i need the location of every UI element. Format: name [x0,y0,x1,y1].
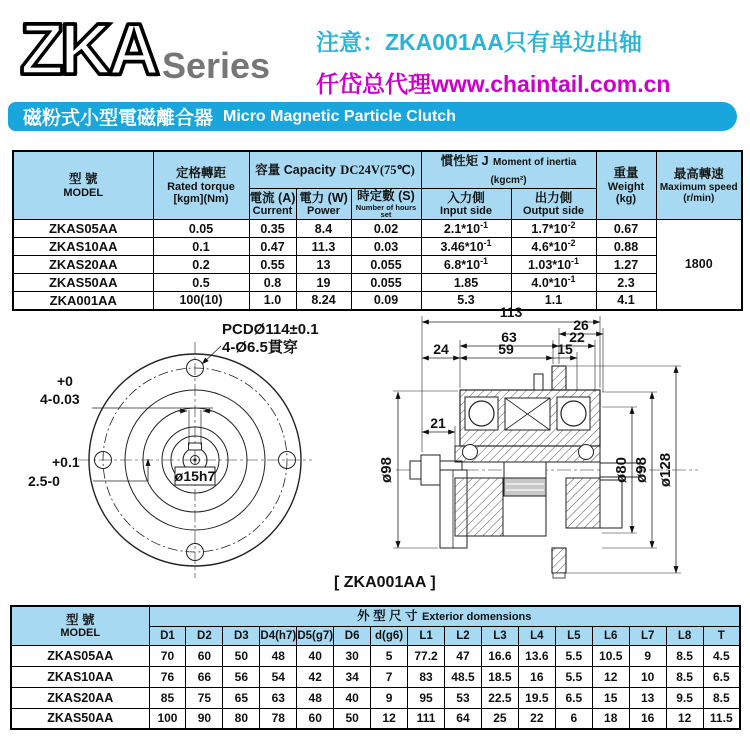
drawing-caption: [ ZKA001AA ] [334,574,436,591]
notice-block [316,24,670,99]
armature-laminations [504,478,546,496]
col-D2: D2 [186,626,223,645]
max-speed-cell: 1800 [656,220,742,310]
spec-table [12,150,743,311]
col-D6: D6 [334,626,371,645]
banner-title-zh: 磁粉式小型電磁離合器 [23,108,214,129]
col-L5: L5 [555,626,592,645]
col-input-side: 入力側 Input side [421,189,511,220]
keyway [189,443,202,450]
dim-63: 63 [501,329,517,345]
dim-dia128: ø128 [657,452,674,488]
col-T: T [703,626,740,645]
col-group-inertia: 慣性矩 J Moment of inertia (kgcm²) [421,151,596,189]
dim-dia98-left: ø98 [378,457,395,483]
depth-tolerance-upper: +0.1 [52,454,80,470]
col-power: 電力 (W) Power [296,189,351,220]
col-D1: D1 [149,626,186,645]
col-model: 型 號 MODEL [11,606,149,645]
col-L8: L8 [666,626,703,645]
table-row: ZKAS05AA 0.05 0.35 8.4 0.02 $2.1*10^{-1}$ $1.7*10^{-2}$ 0.67 1800 [13,220,742,238]
col-D3: D3 [223,626,260,645]
col-D4: D4(h7) [260,626,297,645]
title-banner [8,102,737,131]
table-row: ZKAS20AA 85 75 65 63 48 40 9 95 53 22.5 19.5 6.5 15 13 9.5 8.5 [11,687,740,708]
brand-logo [20,10,271,90]
dim-15: 15 [557,341,573,357]
keyway-tolerance-upper: +0 [57,373,73,389]
mounting-flange-bottom [552,548,566,573]
technical-drawing [0,295,750,600]
banner-title-en: Micro Magnetic Particle Clutch [223,107,456,125]
col-d: d(g6) [371,626,408,645]
page-header [0,8,750,98]
col-L3: L3 [481,626,518,645]
col-max-speed: 最高轉速 Maximum speed (r/min) [656,151,742,220]
table-row: ZKA001AA 100(10) 1.0 8.24 0.09 5.3 1.1 4.1 [13,292,742,310]
dim-26: 26 [573,317,589,333]
table-row: ZKAS10AA 76 66 56 54 42 34 7 83 48.5 18.5 16 5.5 12 10 8.5 6.5 [11,666,740,687]
flange-front-view [78,342,312,578]
dim-21: 21 [430,415,446,431]
dim-24: 24 [433,341,449,357]
table-row: ZKAS20AA 0.2 0.55 13 0.055 $6.8*10^{-1}$ $1.03*10^{-1}$ 1.27 [13,256,742,274]
table-row: ZKAS10AA 0.1 0.47 11.3 0.03 $3.46*10^{-1}$ $4.6*10^{-2}$ 0.88 [13,238,742,256]
col-L1: L1 [408,626,445,645]
col-rated-torque: 定格轉距 Rated torque [kgm](Nm) [153,151,249,220]
mounting-flange-top [552,366,566,390]
cross-section-view [396,366,698,578]
keyway-width-dim: 4-0.03 [40,391,80,407]
col-model: 型 號 MODEL [13,151,153,220]
table-row: ZKAS05AA 70 60 50 48 40 30 5 77.2 47 16.6 13.6 5.5 10.5 9 8.5 4.5 [11,645,740,666]
col-group-exterior: 外 型 尺 寸 Exterior domensions [149,606,740,626]
col-L7: L7 [629,626,666,645]
col-group-capacity: 容量 Capacity DC24V(75℃) [249,151,421,189]
col-weight: 重量 Weight (kg) [596,151,656,220]
pcd-note-line1: PCDØ114±0.1 [222,321,319,338]
dim-22: 22 [569,329,585,345]
col-current: 電流 (A) Current [249,189,296,220]
distributor-url-text: 仟岱总代理www.chaintail.com.cn [316,71,671,97]
pcd-note-line2: 4-Ø6.5貫穿 [222,339,298,356]
logo-text: ZKA [20,10,156,90]
col-D5: D5(g7) [297,626,334,645]
dim-59: 59 [498,341,514,357]
notice-line-1: 注意：ZKA001AA只有单边出轴 [316,29,642,55]
col-output-side: 出力側 Output side [511,189,596,220]
table-row: ZKAS50AA 0.5 0.8 19 0.055 1.85 $4.0*10^{-1}$ 2.3 [13,274,742,292]
spec-header-row-1 [13,151,742,189]
dim-113: 113 [499,304,523,320]
logo-series-text: Series [161,45,271,87]
table-row: ZKAS50AA 100 90 80 78 60 50 12 111 64 25 22 6 18 16 12 11.5 [11,708,740,729]
dimensions-table [10,605,741,730]
keyway-depth-dim: 2.5-0 [28,473,60,489]
col-L6: L6 [592,626,629,645]
dim-dia80: ø80 [613,457,630,483]
terminal-pin [534,374,543,390]
col-L4: L4 [518,626,555,645]
dims-header-row-1 [11,606,740,626]
dim-dia98-right: ø98 [633,457,650,483]
col-L2: L2 [445,626,482,645]
col-time-constant: 時定數 (S) Number of hours set [351,189,421,220]
shaft-diameter-label: ø15h7 [174,468,216,484]
